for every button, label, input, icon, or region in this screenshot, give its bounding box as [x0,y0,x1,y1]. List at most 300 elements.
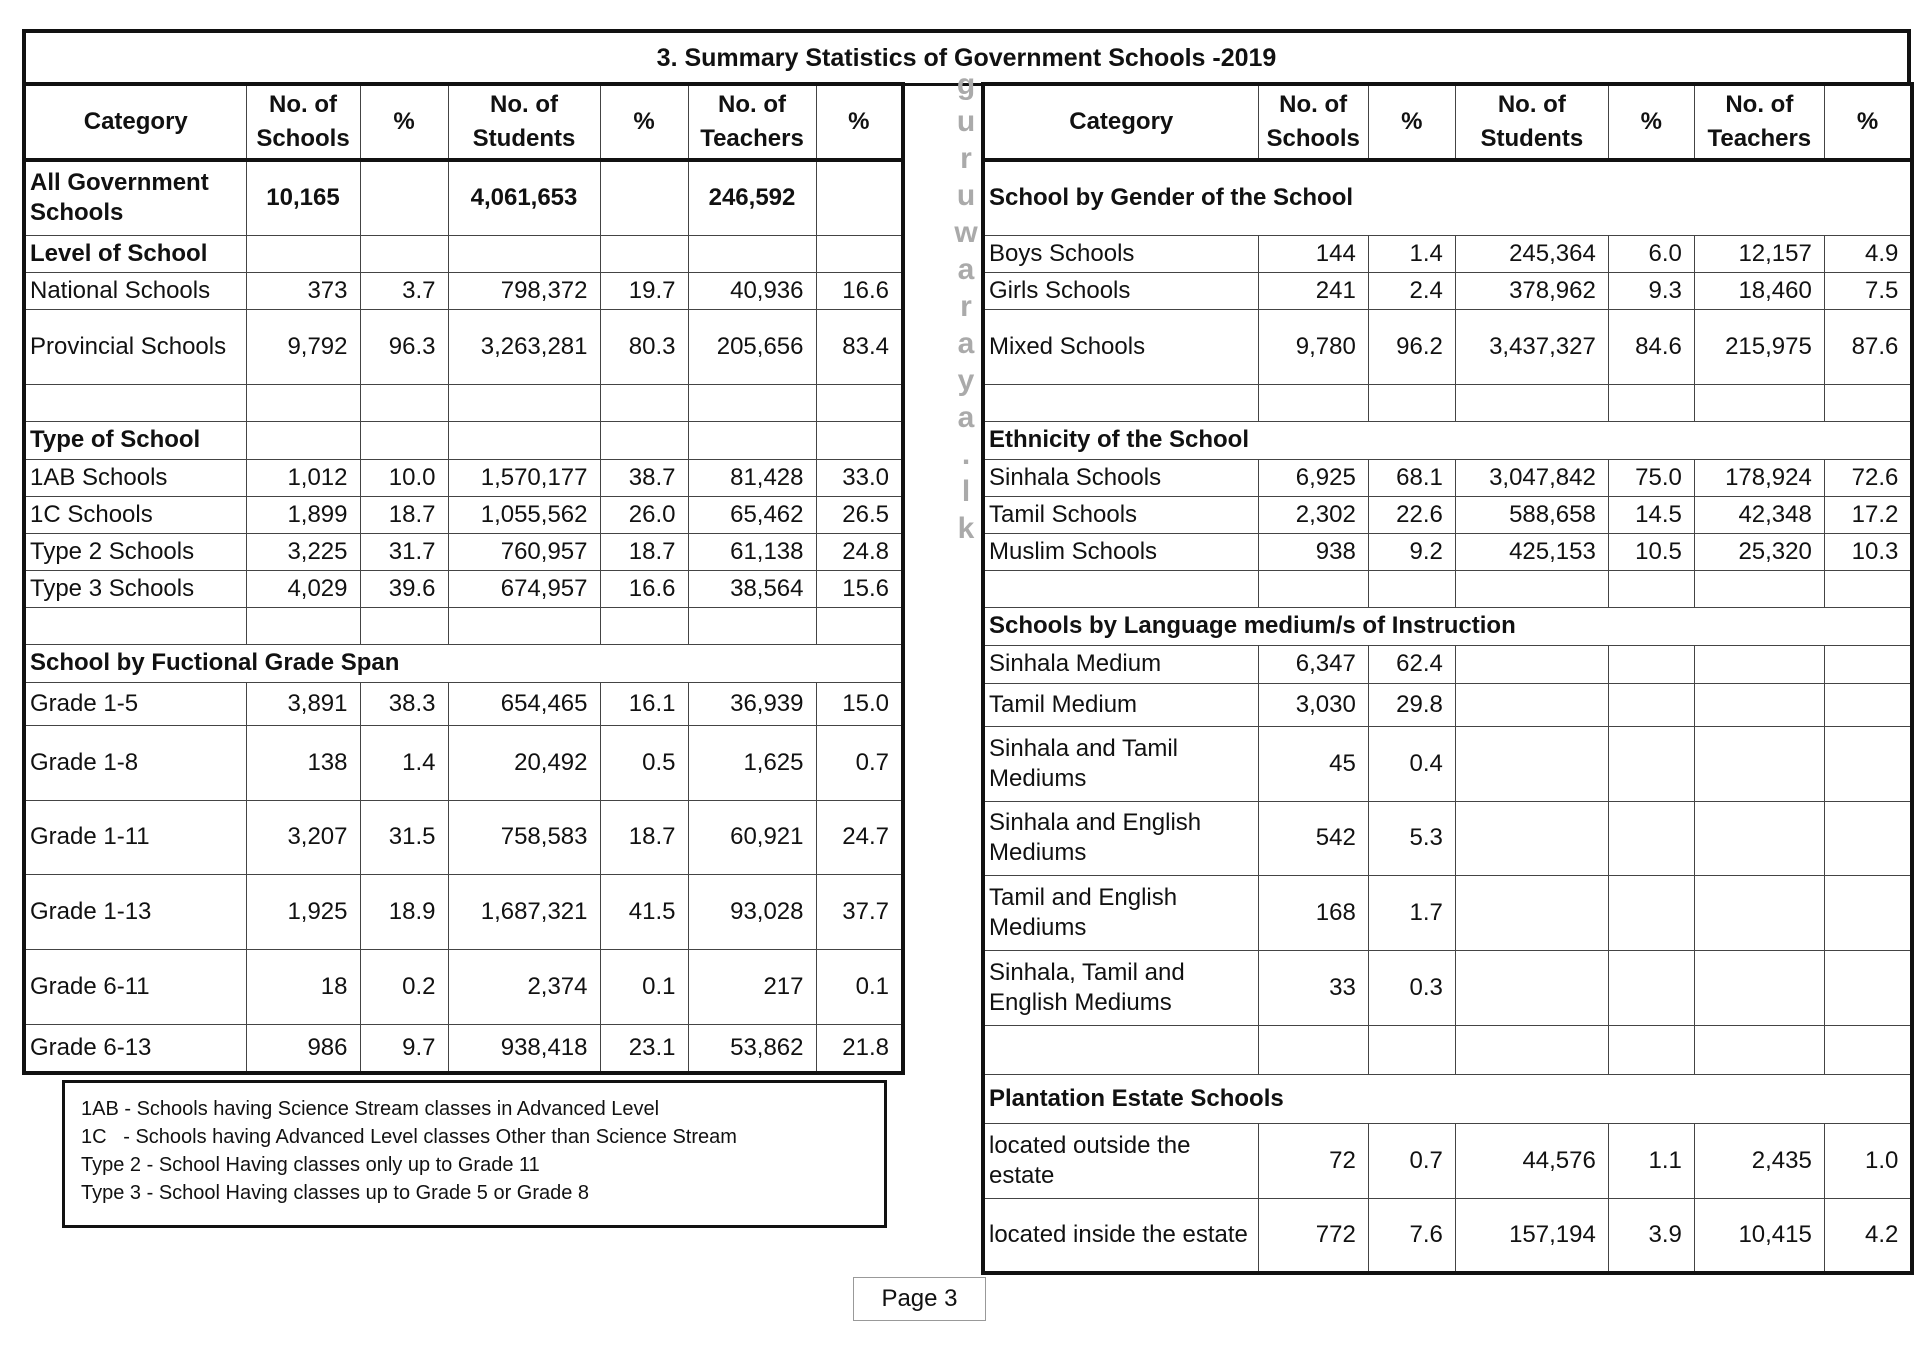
column-header: No. of Teachers [688,84,816,160]
cell-value: 9,780 [1258,309,1368,384]
table-row [983,950,1912,1025]
cell-value: 96.2 [1368,309,1455,384]
cell-value: 542 [1258,801,1368,875]
cell-value [1258,1025,1368,1074]
cell-value: 205,656 [688,309,816,384]
row-label: located inside the estate [983,1198,1258,1273]
cell-value [1608,645,1694,683]
cell-value [1455,570,1608,607]
cell-value [1824,645,1912,683]
table-row [24,160,903,235]
cell-value [246,235,360,272]
cell-value: 9.7 [360,1024,448,1073]
cell-value: 6,925 [1258,459,1368,496]
cell-value: 6,347 [1258,645,1368,683]
cell-value: 3,030 [1258,683,1368,726]
cell-value: 1.7 [1368,875,1455,950]
section-heading: Ethnicity of the School [983,421,1912,459]
cell-value [600,235,688,272]
right-statistics-table [981,82,1914,1275]
cell-value: 16.1 [600,682,688,725]
cell-value [816,421,903,459]
cell-value: 21.8 [816,1024,903,1073]
section-heading: School by Gender of the School [983,160,1912,235]
cell-value: 178,924 [1694,459,1824,496]
cell-value: 29.8 [1368,683,1455,726]
cell-value: 15.0 [816,682,903,725]
cell-value [1694,384,1824,421]
row-label: Level of School [24,235,246,272]
cell-value: 18.7 [360,496,448,533]
row-label: Sinhala Medium [983,645,1258,683]
cell-value [688,421,816,459]
cell-value: 798,372 [448,272,600,309]
cell-value: 0.1 [816,949,903,1024]
table-row [24,496,903,533]
cell-value: 1.1 [1608,1123,1694,1198]
row-label [24,384,246,421]
cell-value: 0.5 [600,725,688,800]
cell-value [1608,875,1694,950]
column-header: No. of Teachers [1694,84,1824,160]
cell-value: 3,047,842 [1455,459,1608,496]
cell-value [688,384,816,421]
table-row [24,949,903,1024]
cell-value: 5.3 [1368,801,1455,875]
cell-value: 33.0 [816,459,903,496]
watermark-letter: u [956,179,976,212]
table-row [24,682,903,725]
cell-value: 96.3 [360,309,448,384]
cell-value [448,421,600,459]
cell-value: 38,564 [688,570,816,607]
cell-value [360,384,448,421]
row-label: Sinhala Schools [983,459,1258,496]
cell-value [1694,683,1824,726]
row-label: 1AB Schools [24,459,246,496]
table-row [983,459,1912,496]
cell-value: 16.6 [600,570,688,607]
cell-value: 986 [246,1024,360,1073]
cell-value: 2,435 [1694,1123,1824,1198]
row-label: All Government Schools [24,160,246,235]
table-row [983,801,1912,875]
cell-value [1455,726,1608,801]
cell-value: 3,263,281 [448,309,600,384]
footnote: Type 2 - School Having classes only up to Grade 11 [81,1154,540,1176]
table-row [24,384,903,421]
table-row [983,384,1912,421]
cell-value: 18 [246,949,360,1024]
table-row [983,235,1912,272]
cell-value [1455,1025,1608,1074]
section-row [24,644,903,682]
section-row [24,421,903,459]
cell-value [246,607,360,644]
cell-value: 62.4 [1368,645,1455,683]
row-label: Grade 6-11 [24,949,246,1024]
watermark-letter: a [957,401,975,434]
cell-value: 217 [688,949,816,1024]
cell-value [600,607,688,644]
row-label [983,1025,1258,1074]
cell-value: 1,055,562 [448,496,600,533]
cell-value [816,384,903,421]
cell-value: 37.7 [816,874,903,949]
cell-value [1824,950,1912,1025]
row-label: Tamil Medium [983,683,1258,726]
cell-value [1258,570,1368,607]
cell-value: 14.5 [1608,496,1694,533]
cell-value: 31.5 [360,800,448,874]
cell-value: 0.7 [1368,1123,1455,1198]
cell-value [246,421,360,459]
cell-value: 44,576 [1455,1123,1608,1198]
row-label: 1C Schools [24,496,246,533]
watermark-letter: r [960,290,972,323]
cell-value: 18,460 [1694,272,1824,309]
watermark [952,66,980,547]
cell-value: 72.6 [1824,459,1912,496]
section-heading: Plantation Estate Schools [983,1074,1912,1123]
table-row [983,875,1912,950]
cell-value: 15.6 [816,570,903,607]
column-header: No. of Schools [1258,84,1368,160]
cell-value [1694,570,1824,607]
cell-value: 33 [1258,950,1368,1025]
cell-value: 9,792 [246,309,360,384]
row-label: Tamil and English Mediums [983,875,1258,950]
cell-value: 0.2 [360,949,448,1024]
cell-value: 378,962 [1455,272,1608,309]
row-label: Grade 1-8 [24,725,246,800]
cell-value: 41.5 [600,874,688,949]
cell-value: 26.5 [816,496,903,533]
table-row [24,309,903,384]
cell-value [1455,384,1608,421]
cell-value: 7.6 [1368,1198,1455,1273]
table-row [24,725,903,800]
cell-value [1694,801,1824,875]
cell-value [816,160,903,235]
cell-value: 760,957 [448,533,600,570]
cell-value: 68.1 [1368,459,1455,496]
table-row [983,570,1912,607]
cell-value [600,160,688,235]
cell-value: 0.7 [816,725,903,800]
cell-value: 84.6 [1608,309,1694,384]
cell-value: 16.6 [816,272,903,309]
row-label: Sinhala and Tamil Mediums [983,726,1258,801]
cell-value: 24.8 [816,533,903,570]
row-label: located outside the estate [983,1123,1258,1198]
cell-value [816,235,903,272]
cell-value [1368,384,1455,421]
cell-value [360,160,448,235]
table-row [24,272,903,309]
row-label: National Schools [24,272,246,309]
cell-value: 3,891 [246,682,360,725]
cell-value: 0.4 [1368,726,1455,801]
row-label: Tamil Schools [983,496,1258,533]
table-row [24,874,903,949]
section-row [983,160,1912,235]
row-label [983,384,1258,421]
row-label: Boys Schools [983,235,1258,272]
cell-value: 17.2 [1824,496,1912,533]
cell-value: 6.0 [1608,235,1694,272]
cell-value: 1.4 [1368,235,1455,272]
table-row [983,1198,1912,1273]
row-label: Muslim Schools [983,533,1258,570]
cell-value [448,235,600,272]
cell-value [1608,384,1694,421]
cell-value [1258,384,1368,421]
column-header: % [360,84,448,160]
cell-value: 4,061,653 [448,160,600,235]
cell-value: 60,921 [688,800,816,874]
column-header: % [1608,84,1694,160]
cell-value: 42,348 [1694,496,1824,533]
cell-value: 93,028 [688,874,816,949]
table-row [983,683,1912,726]
table-row [24,570,903,607]
row-label: Grade 1-5 [24,682,246,725]
cell-value [360,235,448,272]
section-heading: School by Fuctional Grade Span [24,644,903,682]
cell-value: 588,658 [1455,496,1608,533]
cell-value [246,384,360,421]
cell-value [1694,645,1824,683]
cell-value: 1,625 [688,725,816,800]
cell-value: 2,302 [1258,496,1368,533]
cell-value: 10.0 [360,459,448,496]
column-header: No. of Students [1455,84,1608,160]
cell-value: 1,012 [246,459,360,496]
cell-value [1694,726,1824,801]
watermark-letter: y [957,364,975,397]
table-row [983,726,1912,801]
section-row [983,607,1912,645]
cell-value [688,607,816,644]
cell-value: 246,592 [688,160,816,235]
left-statistics-table [22,82,905,1075]
cell-value [1455,950,1608,1025]
cell-value: 40,936 [688,272,816,309]
cell-value [1608,726,1694,801]
row-label: Sinhala and English Mediums [983,801,1258,875]
cell-value [600,384,688,421]
cell-value [1608,801,1694,875]
section-row [24,235,903,272]
cell-value: 87.6 [1824,309,1912,384]
row-label: Provincial Schools [24,309,246,384]
cell-value: 81,428 [688,459,816,496]
column-header: Category [983,84,1258,160]
cell-value: 3,207 [246,800,360,874]
row-label: Girls Schools [983,272,1258,309]
table-row [983,309,1912,384]
cell-value: 10,415 [1694,1198,1824,1273]
column-header: % [816,84,903,160]
cell-value: 245,364 [1455,235,1608,272]
cell-value: 3,437,327 [1455,309,1608,384]
row-label: Type 3 Schools [24,570,246,607]
cell-value: 215,975 [1694,309,1824,384]
cell-value: 53,862 [688,1024,816,1073]
row-label [24,607,246,644]
cell-value: 65,462 [688,496,816,533]
cell-value [600,421,688,459]
cell-value: 425,153 [1455,533,1608,570]
row-label: Mixed Schools [983,309,1258,384]
cell-value [1608,1025,1694,1074]
page-title: 3. Summary Statistics of Government Schools -2019 [22,29,1911,86]
cell-value: 241 [1258,272,1368,309]
section-heading: Schools by Language medium/s of Instruction [983,607,1912,645]
cell-value [1824,570,1912,607]
watermark-letter: . [961,438,971,471]
cell-value [1824,683,1912,726]
cell-value: 23.1 [600,1024,688,1073]
cell-value: 7.5 [1824,272,1912,309]
cell-value: 674,957 [448,570,600,607]
cell-value: 144 [1258,235,1368,272]
cell-value: 4,029 [246,570,360,607]
table-row [983,272,1912,309]
cell-value: 3,225 [246,533,360,570]
footnote: 1AB - Schools having Science Stream classes in Advanced Level [81,1098,660,1120]
column-header: No. of Schools [246,84,360,160]
cell-value: 9.2 [1368,533,1455,570]
cell-value [360,607,448,644]
watermark-letter: a [957,253,975,286]
cell-value: 18.7 [600,800,688,874]
cell-value: 38.3 [360,682,448,725]
column-header: % [1368,84,1455,160]
cell-value: 157,194 [1455,1198,1608,1273]
cell-value: 3.9 [1608,1198,1694,1273]
cell-value: 10,165 [246,160,360,235]
cell-value: 10.5 [1608,533,1694,570]
cell-value [1824,1025,1912,1074]
cell-value: 1,687,321 [448,874,600,949]
column-header: No. of Students [448,84,600,160]
column-header: Category [24,84,246,160]
table-row [24,800,903,874]
header-row [24,84,903,160]
table-row [983,1123,1912,1198]
cell-value: 45 [1258,726,1368,801]
watermark-letter: k [957,512,975,545]
cell-value: 0.1 [600,949,688,1024]
footnotes-box [62,1080,887,1228]
cell-value: 39.6 [360,570,448,607]
cell-value [1608,683,1694,726]
cell-value: 61,138 [688,533,816,570]
table-row [24,607,903,644]
cell-value: 31.7 [360,533,448,570]
cell-value [448,384,600,421]
page-number: Page 3 [853,1277,986,1321]
cell-value [1455,683,1608,726]
row-label [983,570,1258,607]
cell-value: 22.6 [1368,496,1455,533]
footnote: 1C - Schools having Advanced Level classes Other than Science Stream [81,1126,737,1148]
footnote: Type 3 - School Having classes up to Grade 5 or Grade 8 [81,1182,590,1204]
watermark-letter: w [954,216,978,249]
cell-value: 0.3 [1368,950,1455,1025]
cell-value: 1,570,177 [448,459,600,496]
cell-value [1455,875,1608,950]
watermark-letter: g [956,68,976,101]
cell-value: 1,925 [246,874,360,949]
cell-value: 36,939 [688,682,816,725]
row-label: Type of School [24,421,246,459]
cell-value: 24.7 [816,800,903,874]
column-header: % [600,84,688,160]
header-row [983,84,1912,160]
cell-value: 83.4 [816,309,903,384]
cell-value: 938 [1258,533,1368,570]
cell-value: 138 [246,725,360,800]
cell-value: 2.4 [1368,272,1455,309]
cell-value: 938,418 [448,1024,600,1073]
row-label: Grade 1-13 [24,874,246,949]
cell-value: 168 [1258,875,1368,950]
cell-value: 2,374 [448,949,600,1024]
cell-value: 19.7 [600,272,688,309]
cell-value [1824,801,1912,875]
cell-value: 12,157 [1694,235,1824,272]
cell-value: 9.3 [1608,272,1694,309]
cell-value [1368,1025,1455,1074]
cell-value: 3.7 [360,272,448,309]
column-header: % [1824,84,1912,160]
cell-value [688,235,816,272]
cell-value: 18.7 [600,533,688,570]
cell-value: 72 [1258,1123,1368,1198]
table-row [983,533,1912,570]
watermark-letter: a [957,327,975,360]
cell-value [360,421,448,459]
cell-value: 758,583 [448,800,600,874]
row-label: Type 2 Schools [24,533,246,570]
cell-value: 80.3 [600,309,688,384]
cell-value: 1,899 [246,496,360,533]
cell-value [1694,1025,1824,1074]
cell-value: 4.9 [1824,235,1912,272]
watermark-letter: u [956,105,976,138]
watermark-letter: r [960,142,972,175]
row-label: Sinhala, Tamil and English Mediums [983,950,1258,1025]
cell-value: 25,320 [1694,533,1824,570]
cell-value: 20,492 [448,725,600,800]
cell-value [448,607,600,644]
table-row [983,1025,1912,1074]
row-label: Grade 1-11 [24,800,246,874]
table-row [983,496,1912,533]
table-row [24,459,903,496]
cell-value [1368,570,1455,607]
cell-value [1824,384,1912,421]
cell-value [1824,726,1912,801]
cell-value: 75.0 [1608,459,1694,496]
cell-value: 38.7 [600,459,688,496]
cell-value [1608,950,1694,1025]
cell-value: 26.0 [600,496,688,533]
cell-value: 654,465 [448,682,600,725]
